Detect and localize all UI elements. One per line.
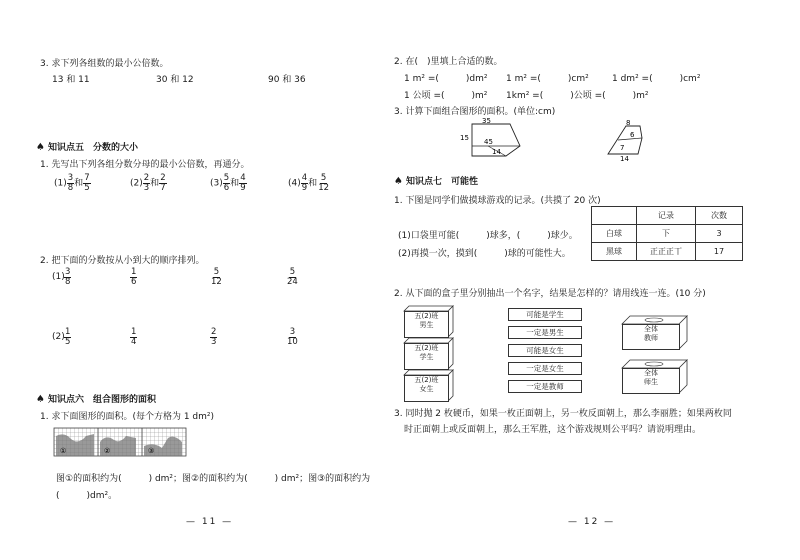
fig2-label-bottom: 14: [620, 155, 629, 163]
common-denominator-item: [210, 174, 247, 192]
denominator: 24: [287, 276, 298, 287]
spade-icon: ♠: [36, 142, 45, 153]
spade-icon: ♠: [394, 176, 403, 187]
table-header-cell: 记录: [637, 207, 696, 225]
table-cell: 黑球: [592, 243, 637, 261]
numerator: 4: [240, 173, 246, 183]
denominator: 5: [65, 336, 71, 347]
fig1-label-mid: 45: [484, 138, 493, 146]
ordering-fraction: [286, 268, 299, 286]
page-number-left: — 11 —: [186, 517, 234, 527]
numerator: 5: [213, 267, 220, 277]
fraction: [130, 328, 137, 346]
spade-icon: ♠: [36, 394, 45, 405]
area-question-title: 1. 求下面图形的面积。(每个方格为 1 dm²): [40, 412, 215, 422]
page-number-right: — 12 —: [568, 517, 616, 527]
outcome-label: 一定是女生: [508, 362, 582, 375]
item-label: (4): [288, 178, 301, 189]
numerator: 2: [211, 327, 217, 337]
denominator: 4: [131, 336, 137, 347]
figure-1-label: ①: [60, 447, 67, 455]
lcm-question-title: 3. 求下列各组数的最小公倍数。: [40, 59, 169, 69]
fig1-label-top: 35: [482, 117, 491, 125]
denominator: 5: [84, 182, 90, 193]
grid-area-figures: [54, 428, 186, 456]
numerator: 3: [67, 173, 74, 183]
denominator: 3: [211, 336, 217, 347]
fraction: [64, 328, 71, 346]
numerator: 3: [289, 327, 296, 337]
denominator: 12: [318, 182, 330, 193]
lcm-item-1: 13 和 11: [52, 75, 90, 85]
ordering-fraction: [210, 328, 217, 346]
denominator: 9: [240, 182, 246, 193]
table-row: [592, 225, 743, 243]
ordering-question-title: 2. 把下面的分数按从小到大的顺序排列。: [40, 256, 205, 266]
denominator: 6: [131, 276, 137, 287]
composite-area-title: 3. 计算下面组合图形的面积。(单位:cm): [394, 107, 556, 117]
composite-figure-1: [458, 117, 530, 160]
row-label: (1): [52, 272, 65, 282]
probability-sub-1: (1)口袋里可能( )球多，( )球少。: [398, 231, 578, 241]
ordering-fraction: [64, 328, 71, 346]
lcm-item-2: 30 和 12: [156, 75, 194, 85]
numerator: 2: [160, 173, 166, 183]
fig2-label-mid: 7: [620, 144, 625, 152]
item-label: (3): [210, 178, 223, 189]
unit-conv-4: 1 公顷 =( )m²: [404, 91, 488, 101]
common-denominator-item: [288, 174, 330, 192]
row-label: (2): [52, 332, 65, 342]
item-label: (1): [54, 178, 67, 189]
ordering-fraction: [130, 328, 137, 346]
outcome-label: 一定是教师: [508, 380, 582, 393]
fig2-label-top: 8: [626, 119, 631, 127]
and-word: 和: [150, 178, 160, 189]
fraction: [239, 174, 246, 192]
table-cell: 17: [696, 243, 743, 261]
fraction: [286, 268, 299, 286]
table-cell: 3: [696, 225, 743, 243]
numerator: 2: [143, 173, 150, 183]
and-word: 和: [74, 178, 84, 189]
common-denominator-question: 1. 先写出下列各组分数分母的最小公倍数，再通分。: [40, 160, 250, 170]
unit-conv-1: 1 m² =( )dm²: [404, 74, 488, 84]
section-5-heading: ♠ 知识点五 分数的大小: [36, 142, 138, 153]
table-header-cell: [592, 207, 637, 225]
table-row: [592, 243, 743, 261]
area-answer-line-2: ( )dm²。: [56, 491, 118, 501]
ball-record-table: [591, 206, 743, 261]
denominator: 9: [301, 182, 308, 193]
fig2-label-right: 6: [630, 131, 635, 139]
fraction: [64, 268, 71, 286]
numerator: 1: [131, 267, 137, 277]
numerator: 7: [84, 173, 90, 183]
coin-question-line-2: 时正面朝上或反面朝上，那么王军胜，这个游戏规则公平吗？请说明理由。: [404, 425, 702, 435]
numerator: 5: [320, 173, 327, 183]
numerator: 4: [301, 173, 308, 183]
and-word: 和: [308, 178, 318, 189]
ordering-fraction: [286, 328, 299, 346]
numerator: 5: [223, 173, 230, 183]
denominator: 10: [287, 336, 298, 347]
item-label: (2): [130, 178, 143, 189]
composite-figure-2: [600, 120, 660, 162]
denominator: 8: [67, 182, 74, 193]
figure-2-label: ②: [104, 447, 111, 455]
common-denominator-item: [130, 174, 167, 192]
matching-question-title: 2. 从下面的盒子里分别抽出一个名字，结果是怎样的？请用线连一连。(10 分): [394, 289, 706, 299]
numerator: 3: [65, 267, 71, 277]
fill-blank-question-title: 2. 在( )里填上合适的数。: [394, 57, 503, 67]
fraction: [83, 174, 90, 192]
outcome-label: 可能是女生: [508, 344, 582, 357]
fraction: [286, 328, 299, 346]
outcome-label: 可能是学生: [508, 308, 582, 321]
table-header-cell: 次数: [696, 207, 743, 225]
fraction: [130, 268, 137, 286]
unit-conv-2: 1 m² =( )cm²: [506, 74, 589, 84]
table-cell: 下: [637, 225, 696, 243]
section-6-heading: ♠ 知识点六 组合图形的面积: [36, 394, 156, 405]
fraction: [210, 268, 223, 286]
ordering-fraction: [210, 268, 223, 286]
denominator: 7: [160, 182, 166, 193]
fraction: [210, 328, 217, 346]
ordering-fraction: [64, 268, 71, 286]
ordering-fraction: [130, 268, 137, 286]
table-cell: 正正正丅: [637, 243, 696, 261]
fraction: [317, 174, 330, 192]
table-header-row: [592, 207, 743, 225]
outcome-label: 一定是男生: [508, 326, 582, 339]
unit-conv-5: 1km² =( )公顷 =( )m²: [506, 91, 649, 101]
numerator: 1: [131, 327, 137, 337]
denominator: 3: [143, 182, 150, 193]
denominator: 6: [223, 182, 230, 193]
numerator: 1: [65, 327, 71, 337]
and-word: 和: [230, 178, 240, 189]
unit-conv-3: 1 dm² =( )cm²: [612, 74, 701, 84]
common-denominator-item: [54, 174, 91, 192]
fig1-label-left: 15: [460, 134, 469, 142]
fig1-label-bottom: 14: [492, 148, 501, 156]
lcm-item-3: 90 和 36: [268, 75, 306, 85]
numerator: 5: [289, 267, 296, 277]
coin-question-line-1: 3. 同时抛 2 枚硬币，如果一枚正面朝上，另一枚反面朝上，那么李丽胜；如果两枚同: [394, 409, 732, 419]
denominator: 8: [65, 276, 71, 287]
denominator: 12: [211, 276, 222, 287]
area-answer-line-1: 图①的面积约为( ) dm²；图②的面积约为( ) dm²；图③的面积约为: [56, 474, 371, 484]
figure-3-label: ③: [148, 447, 155, 455]
table-cell: 白球: [592, 225, 637, 243]
section-7-heading: ♠ 知识点七 可能性: [394, 176, 478, 187]
probability-question-title: 1. 下图是同学们做摸球游戏的记录。(共摸了 20 次): [394, 196, 601, 206]
probability-sub-2: (2)再摸一次，摸到( )球的可能性大。: [398, 249, 571, 259]
fraction: [159, 174, 166, 192]
